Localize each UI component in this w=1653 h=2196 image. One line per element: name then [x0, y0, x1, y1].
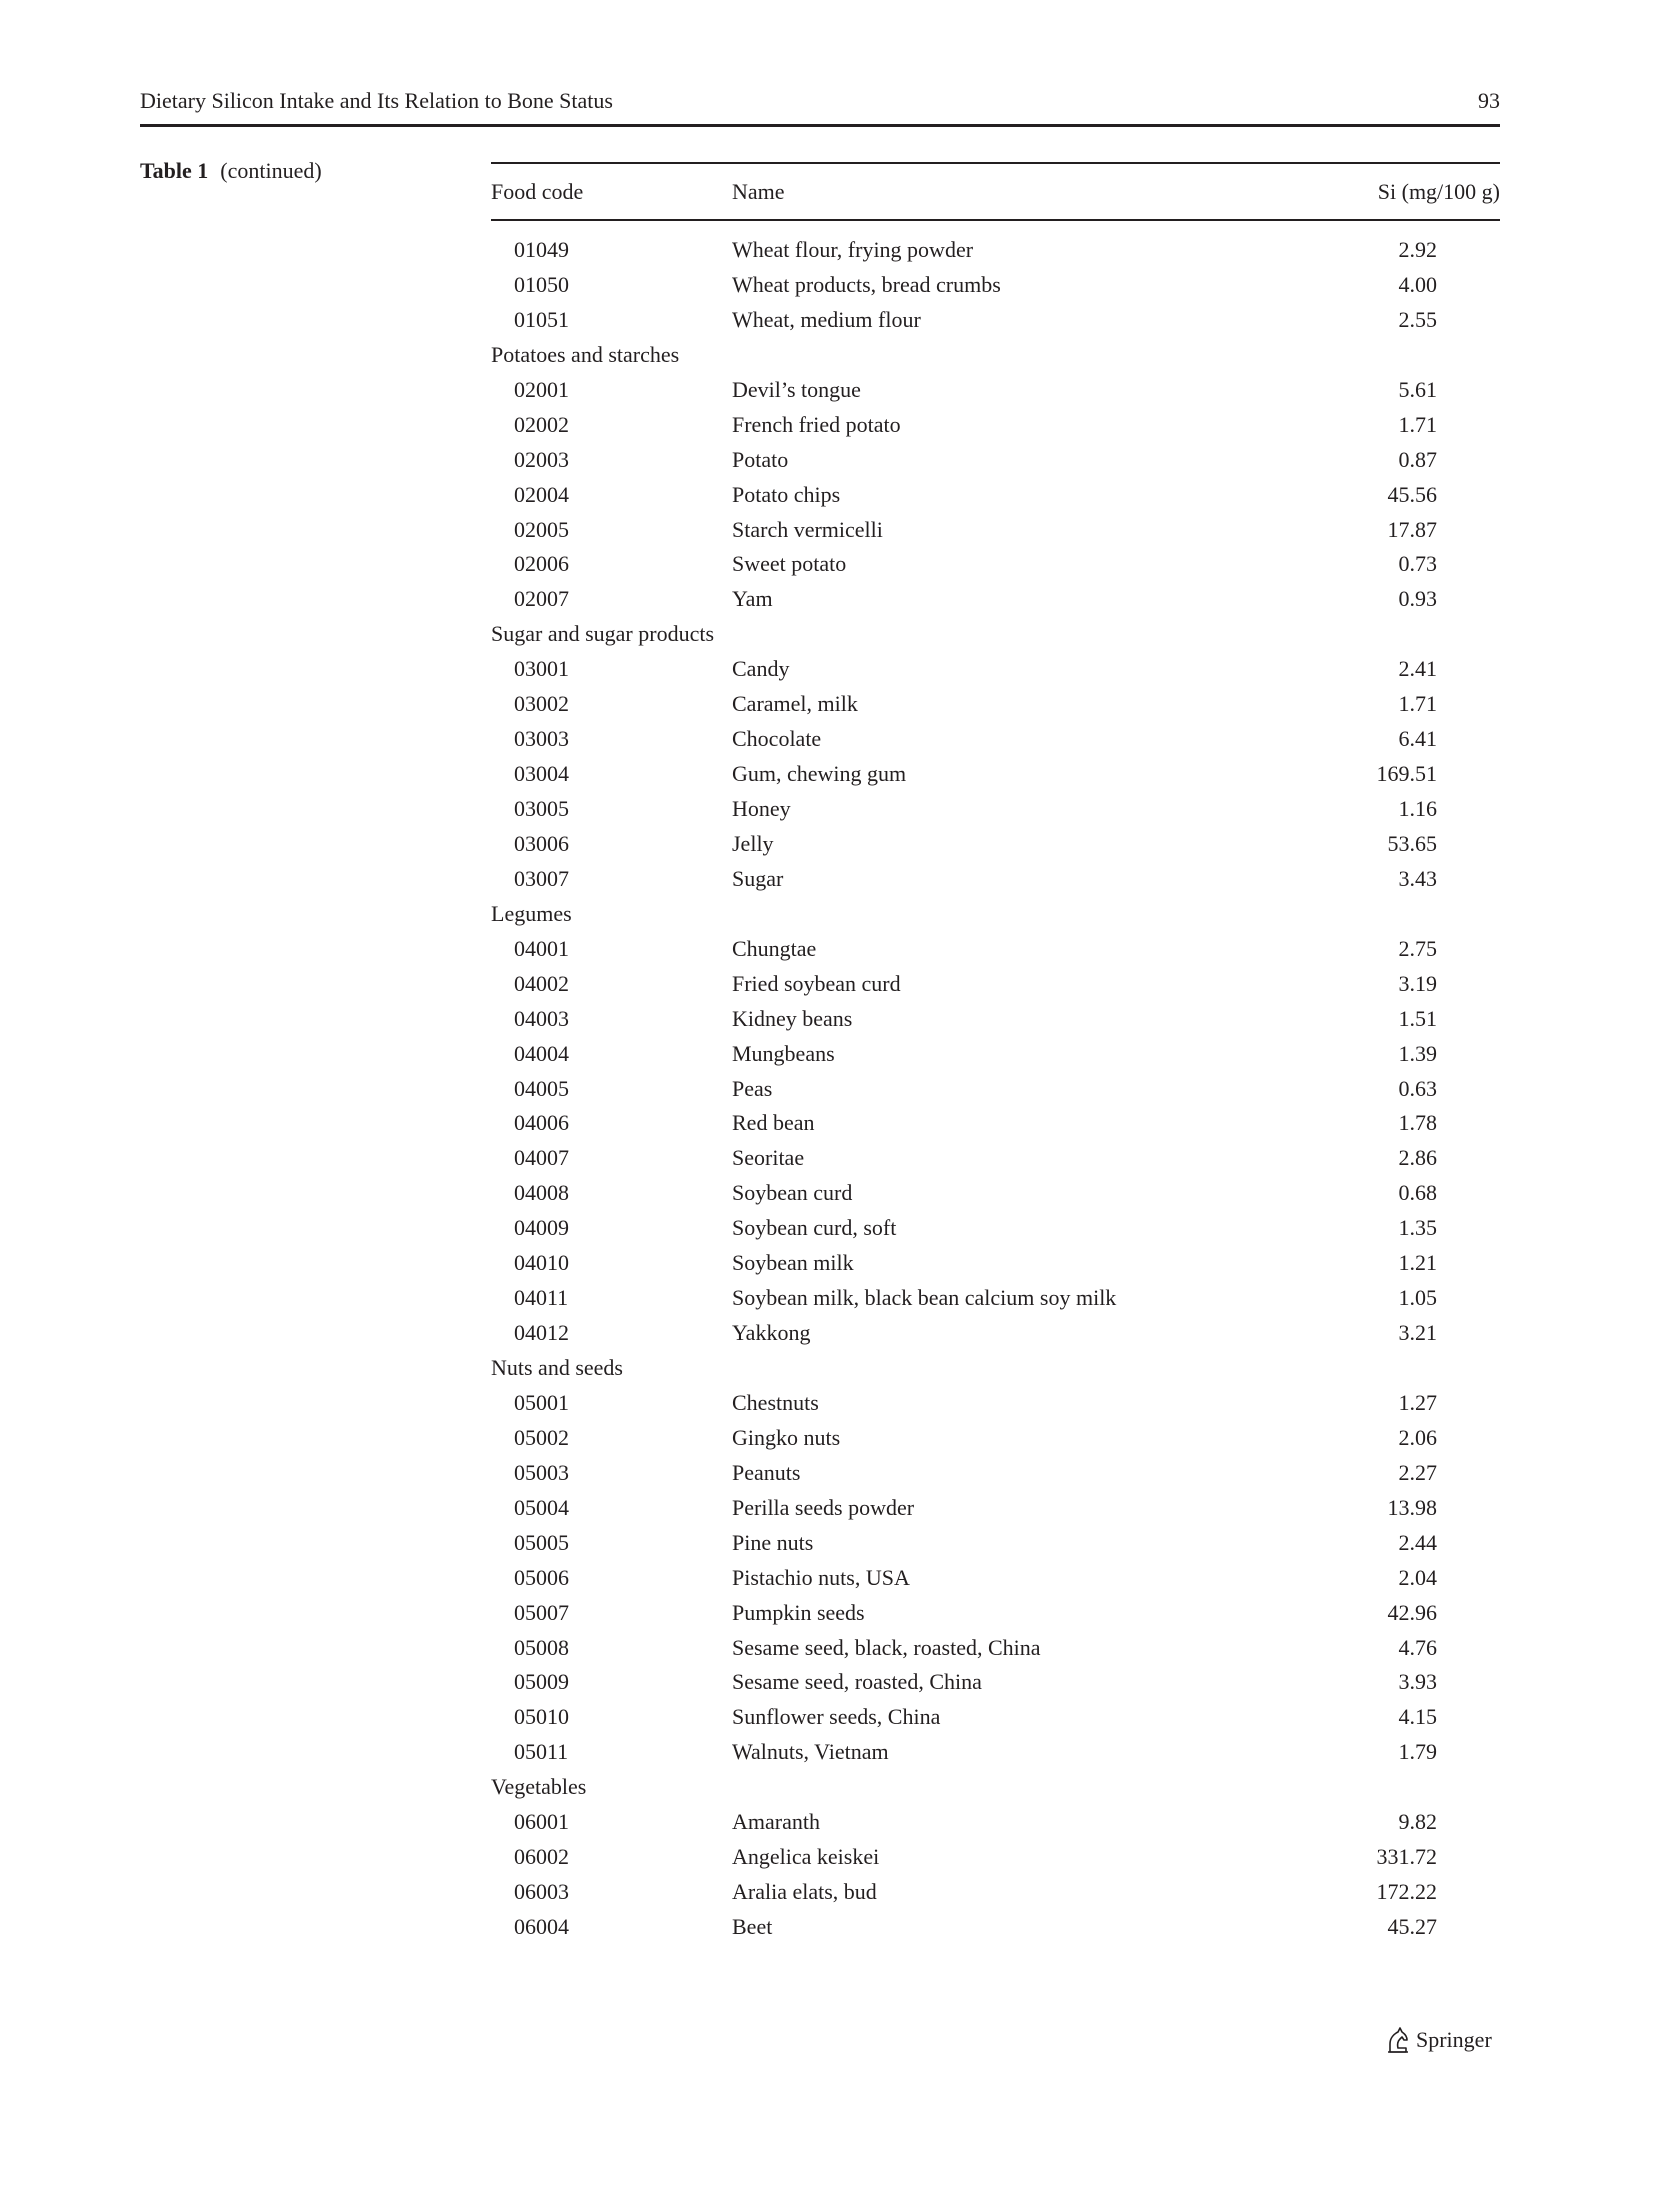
table-row: [491, 1211, 1500, 1246]
springer-horse-icon: [1386, 2026, 1410, 2054]
food-name-cell: Starch vermicelli: [732, 516, 883, 542]
si-value-cell: 1.71: [1398, 691, 1437, 717]
table-group-row: [491, 617, 1500, 652]
table-row: [491, 1141, 1500, 1176]
food-silicon-table: [491, 162, 1500, 1945]
table-row: [491, 1910, 1500, 1945]
table-header-row: [491, 164, 1500, 219]
si-value-cell: 2.86: [1398, 1145, 1437, 1171]
food-name-cell: Red bean: [732, 1110, 815, 1136]
food-code-cell: 06004: [514, 1914, 569, 1939]
page-number: 93: [1478, 88, 1500, 113]
header-si: Si (mg/100 g): [1377, 179, 1500, 204]
food-name-cell: French fried potato: [732, 411, 901, 437]
table-row: [491, 478, 1500, 513]
food-name-cell: Chocolate: [732, 726, 822, 752]
food-name-cell: Peanuts: [732, 1459, 801, 1485]
food-code-cell: 05004: [514, 1494, 569, 1520]
food-code-cell: 04012: [514, 1320, 569, 1346]
food-code-cell: 05009: [514, 1669, 569, 1695]
food-code-cell: 01049: [514, 237, 569, 262]
food-code-cell: 04001: [514, 935, 569, 961]
food-name-cell: Walnuts, Vietnam: [732, 1739, 889, 1765]
food-code-cell: 04002: [514, 970, 569, 996]
table-row: [491, 1072, 1500, 1107]
si-value-cell: 1.35: [1398, 1215, 1437, 1241]
table-group-row: [491, 1351, 1500, 1386]
food-code-cell: 05010: [514, 1704, 569, 1730]
food-name-cell: Devil’s tongue: [732, 376, 861, 402]
table-row: [491, 1281, 1500, 1316]
table-row: [491, 582, 1500, 617]
food-name-cell: Chestnuts: [732, 1389, 819, 1415]
food-name-cell: Gingko nuts: [732, 1424, 841, 1450]
table-row: [491, 1875, 1500, 1910]
table-group-row: [491, 897, 1500, 932]
si-value-cell: 2.06: [1398, 1424, 1437, 1450]
si-value-cell: 172.22: [1376, 1879, 1437, 1905]
si-value-cell: 45.27: [1387, 1914, 1437, 1939]
si-value-cell: 169.51: [1376, 761, 1437, 787]
group-name: Potatoes and starches: [491, 341, 680, 367]
food-code-cell: 04008: [514, 1180, 569, 1206]
food-code-cell: 02001: [514, 376, 569, 402]
si-value-cell: 1.78: [1398, 1110, 1437, 1136]
group-name: Nuts and seeds: [491, 1355, 623, 1380]
food-code-cell: 03003: [514, 726, 569, 752]
table-caption: [140, 158, 322, 184]
si-value-cell: 3.21: [1398, 1320, 1437, 1346]
table-row: [491, 1002, 1500, 1037]
food-code-cell: 05011: [514, 1739, 569, 1765]
food-name-cell: Beet: [732, 1914, 773, 1939]
food-code-cell: 02004: [514, 481, 569, 507]
si-value-cell: 1.05: [1398, 1285, 1437, 1311]
food-code-cell: 02007: [514, 586, 569, 612]
table-row: [491, 652, 1500, 687]
running-title: Dietary Silicon Intake and Its Relation to Bone Status: [140, 88, 613, 113]
food-code-cell: 03005: [514, 796, 569, 821]
table-group-row: [491, 1770, 1500, 1805]
si-value-cell: 2.04: [1398, 1564, 1437, 1590]
food-name-cell: Seoritae: [732, 1145, 805, 1171]
si-value-cell: 17.87: [1387, 516, 1437, 542]
table-row: [491, 757, 1500, 792]
table-row: [491, 1700, 1500, 1735]
si-value-cell: 4.15: [1398, 1704, 1437, 1730]
table-row: [491, 1106, 1500, 1141]
group-name: Sugar and sugar products: [491, 621, 715, 647]
si-value-cell: 2.75: [1398, 935, 1437, 961]
food-name-cell: Sweet potato: [732, 551, 847, 577]
table-row: [491, 1561, 1500, 1596]
header-name: Name: [732, 179, 785, 204]
food-name-cell: Peas: [732, 1075, 773, 1101]
publisher-name: Springer: [1416, 2027, 1492, 2052]
si-value-cell: 13.98: [1387, 1494, 1437, 1520]
si-value-cell: 4.00: [1398, 271, 1437, 297]
si-value-cell: 0.73: [1398, 551, 1437, 577]
food-code-cell: 05002: [514, 1424, 569, 1450]
table-row: [491, 1840, 1500, 1875]
table-row: [491, 1176, 1500, 1211]
table-row: [491, 1386, 1500, 1421]
food-code-cell: 03006: [514, 830, 569, 856]
food-name-cell: Pine nuts: [732, 1529, 814, 1555]
table-caption-text: (continued): [220, 158, 322, 183]
si-value-cell: 2.92: [1398, 237, 1437, 262]
food-code-cell: 05003: [514, 1459, 569, 1485]
si-value-cell: 1.79: [1398, 1739, 1437, 1765]
food-name-cell: Caramel, milk: [732, 691, 858, 717]
group-name: Vegetables: [491, 1774, 587, 1800]
table-row: [491, 443, 1500, 478]
table-row: [491, 827, 1500, 862]
food-name-cell: Perilla seeds powder: [732, 1494, 915, 1520]
table-row: [491, 303, 1500, 338]
table-row: [491, 792, 1500, 827]
food-name-cell: Potato: [732, 446, 789, 472]
table-row: [491, 1246, 1500, 1281]
food-name-cell: Angelica keiskei: [732, 1844, 880, 1870]
running-head: [140, 84, 1500, 127]
food-name-cell: Yakkong: [732, 1320, 811, 1346]
table-row: [491, 722, 1500, 757]
table-row: [491, 1037, 1500, 1072]
table-row: [491, 1526, 1500, 1561]
food-name-cell: Honey: [732, 796, 791, 821]
food-code-cell: 01051: [514, 306, 569, 332]
food-name-cell: Aralia elats, bud: [732, 1879, 877, 1905]
table-row: [491, 1665, 1500, 1700]
food-code-cell: 05005: [514, 1529, 569, 1555]
food-code-cell: 04007: [514, 1145, 569, 1171]
food-name-cell: Soybean curd: [732, 1180, 853, 1206]
header-food-code: Food code: [491, 179, 584, 204]
table-row: [491, 1735, 1500, 1770]
table-row: [491, 932, 1500, 967]
si-value-cell: 0.93: [1398, 586, 1437, 612]
food-name-cell: Kidney beans: [732, 1005, 853, 1031]
food-code-cell: 04009: [514, 1215, 569, 1241]
table-row: [491, 547, 1500, 582]
food-name-cell: Soybean milk: [732, 1250, 854, 1276]
table-row: [491, 1631, 1500, 1666]
table-row: [491, 233, 1500, 268]
food-name-cell: Sesame seed, black, roasted, China: [732, 1634, 1041, 1660]
table-row: [491, 967, 1500, 1002]
si-value-cell: 3.19: [1398, 970, 1437, 996]
table-row: [491, 1421, 1500, 1456]
si-value-cell: 2.27: [1398, 1459, 1437, 1485]
si-value-cell: 2.41: [1398, 656, 1437, 682]
food-name-cell: Yam: [732, 586, 773, 612]
food-code-cell: 04003: [514, 1005, 569, 1031]
food-code-cell: 03002: [514, 691, 569, 717]
si-value-cell: 9.82: [1398, 1809, 1437, 1835]
table-row: [491, 687, 1500, 722]
food-code-cell: 06003: [514, 1879, 569, 1905]
food-name-cell: Soybean milk, black bean calcium soy milk: [732, 1285, 1117, 1311]
table-row: [491, 1596, 1500, 1631]
si-value-cell: 3.93: [1398, 1669, 1437, 1695]
food-name-cell: Sugar: [732, 865, 784, 891]
food-code-cell: 04004: [514, 1040, 569, 1066]
food-name-cell: Pumpkin seeds: [732, 1599, 865, 1625]
si-value-cell: 4.76: [1398, 1634, 1437, 1660]
food-name-cell: Sunflower seeds, China: [732, 1704, 941, 1730]
food-code-cell: 03004: [514, 761, 569, 787]
food-code-cell: 06002: [514, 1844, 569, 1870]
si-value-cell: 0.87: [1398, 446, 1437, 472]
food-code-cell: 03007: [514, 865, 569, 891]
food-name-cell: Chungtae: [732, 935, 817, 961]
food-code-cell: 02003: [514, 446, 569, 472]
si-value-cell: 0.68: [1398, 1180, 1437, 1206]
food-code-cell: 04010: [514, 1250, 569, 1276]
table-row: [491, 1456, 1500, 1491]
si-value-cell: 5.61: [1398, 376, 1437, 402]
table-label: Table 1: [140, 158, 209, 183]
food-code-cell: 05007: [514, 1599, 569, 1625]
table-row: [491, 268, 1500, 303]
food-name-cell: Soybean curd, soft: [732, 1215, 897, 1241]
table-row: [491, 1316, 1500, 1351]
food-name-cell: Amaranth: [732, 1809, 820, 1835]
food-code-cell: 04005: [514, 1075, 569, 1101]
si-value-cell: 1.39: [1398, 1040, 1437, 1066]
table-row: [491, 408, 1500, 443]
food-name-cell: Fried soybean curd: [732, 970, 901, 996]
food-name-cell: Wheat products, bread crumbs: [732, 271, 1001, 297]
table-row: [491, 373, 1500, 408]
food-code-cell: 06001: [514, 1809, 569, 1835]
food-code-cell: 01050: [514, 271, 569, 297]
table-row: [491, 1491, 1500, 1526]
si-value-cell: 53.65: [1387, 830, 1437, 856]
table-row: [491, 513, 1500, 548]
si-value-cell: 1.21: [1398, 1250, 1437, 1276]
si-value-cell: 45.56: [1387, 481, 1437, 507]
food-code-cell: 02006: [514, 551, 569, 577]
si-value-cell: 6.41: [1398, 726, 1437, 752]
food-name-cell: Sesame seed, roasted, China: [732, 1669, 982, 1695]
food-code-cell: 04011: [514, 1285, 569, 1311]
si-value-cell: 331.72: [1376, 1844, 1437, 1870]
table-row: [491, 1805, 1500, 1840]
food-code-cell: 02002: [514, 411, 569, 437]
si-value-cell: 1.71: [1398, 411, 1437, 437]
food-name-cell: Wheat, medium flour: [732, 306, 921, 332]
si-value-cell: 1.16: [1398, 796, 1437, 821]
food-name-cell: Jelly: [732, 830, 774, 856]
table-row: [491, 862, 1500, 897]
si-value-cell: 2.55: [1398, 306, 1437, 332]
si-value-cell: 42.96: [1387, 1599, 1437, 1625]
food-name-cell: Pistachio nuts, USA: [732, 1564, 910, 1590]
food-name-cell: Gum, chewing gum: [732, 761, 907, 787]
food-name-cell: Mungbeans: [732, 1040, 835, 1066]
food-code-cell: 02005: [514, 516, 569, 542]
table-group-row: [491, 338, 1500, 373]
food-code-cell: 04006: [514, 1110, 569, 1136]
si-value-cell: 0.63: [1398, 1075, 1437, 1101]
food-code-cell: 05006: [514, 1564, 569, 1590]
si-value-cell: 2.44: [1398, 1529, 1437, 1555]
table-body: [491, 221, 1500, 1945]
food-code-cell: 05008: [514, 1634, 569, 1660]
si-value-cell: 1.51: [1398, 1005, 1437, 1031]
si-value-cell: 1.27: [1398, 1389, 1437, 1415]
food-code-cell: 03001: [514, 656, 569, 682]
food-code-cell: 05001: [514, 1389, 569, 1415]
si-value-cell: 3.43: [1398, 865, 1437, 891]
food-name-cell: Potato chips: [732, 481, 841, 507]
food-name-cell: Wheat flour, frying powder: [732, 237, 974, 262]
group-name: Legumes: [491, 900, 572, 926]
food-name-cell: Candy: [732, 656, 790, 682]
publisher-logo: [1386, 2024, 1492, 2056]
